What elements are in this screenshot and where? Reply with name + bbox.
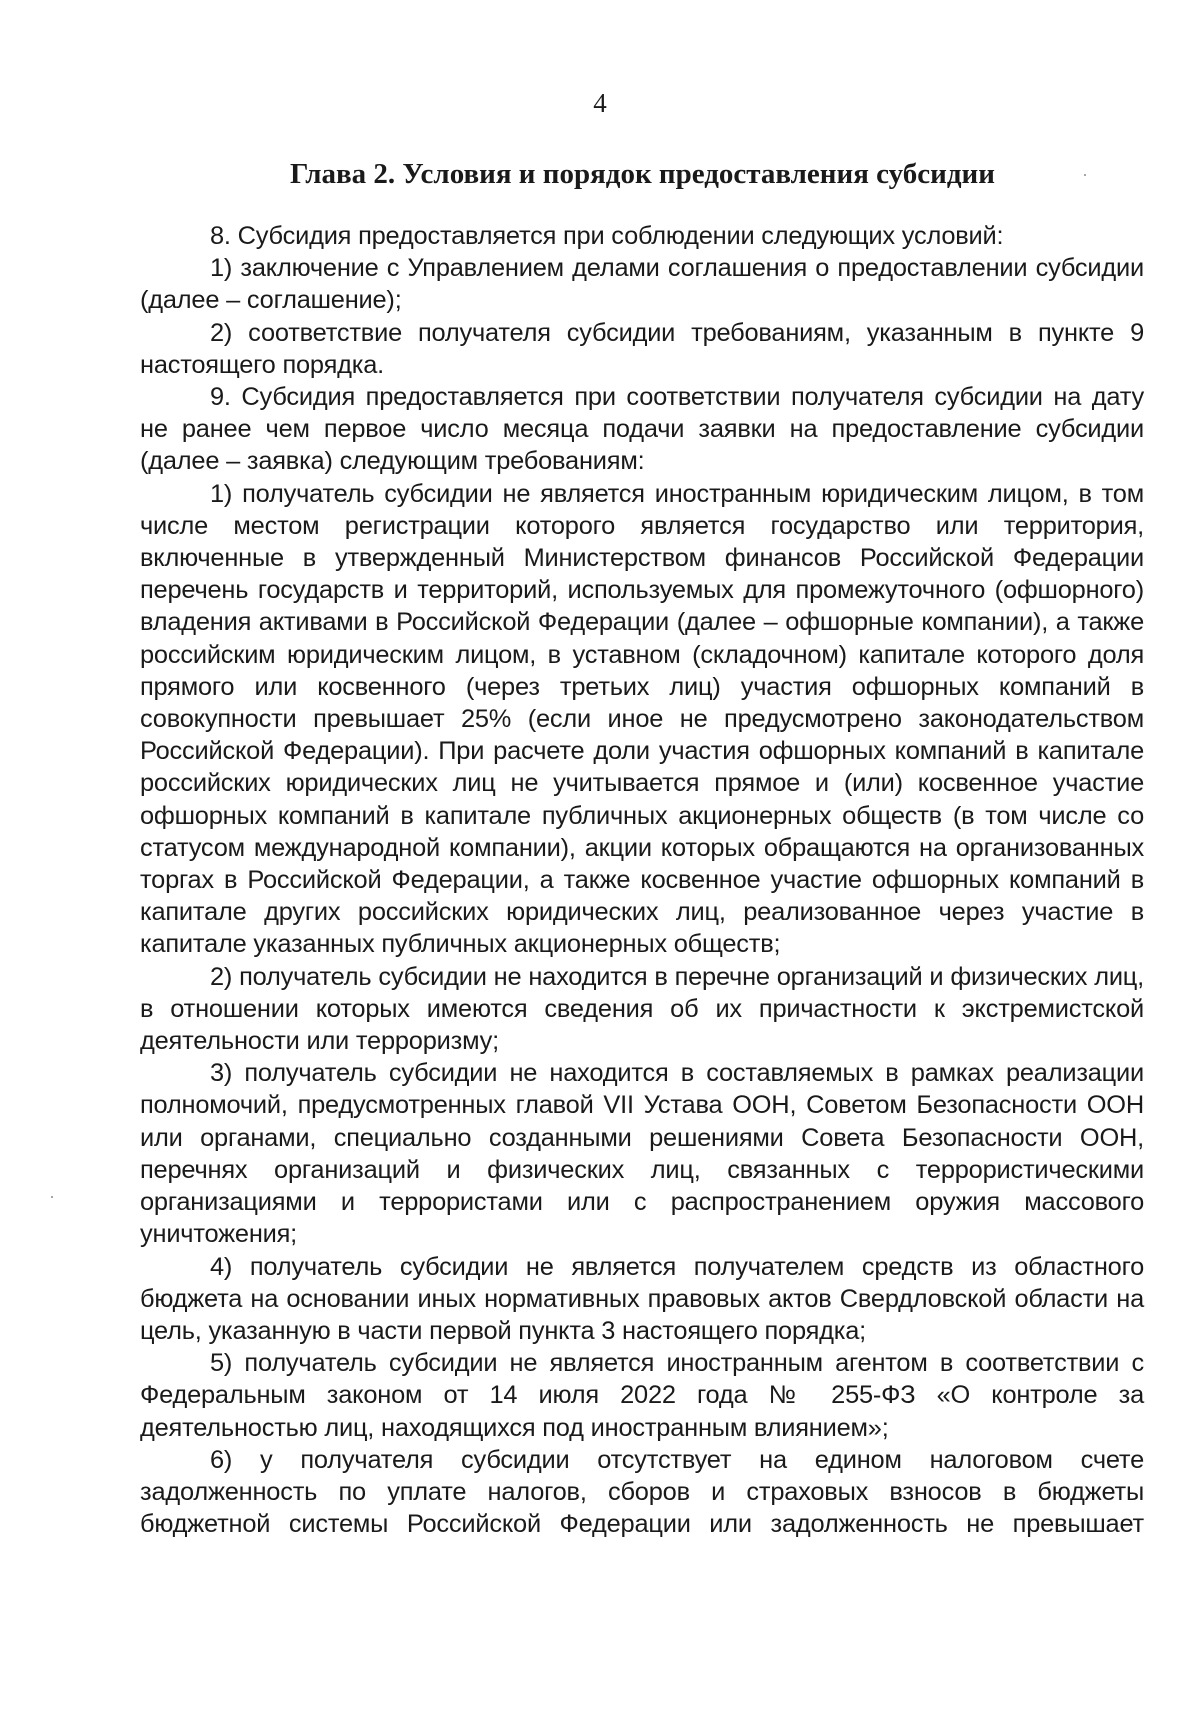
body-text [140, 220, 1144, 1540]
paragraph-8-2: 2) соответствие получателя субсидии требованиям, указанным в пункте 9 настоящего порядка. [140, 318, 1144, 379]
paragraph-8-1: 1) заключение с Управлением делами соглашения о предоставлении субсидии (далее – соглашение); [140, 254, 1144, 315]
paragraph-9: 9. Субсидия предоставляется при соответствии получателя субсидии на дату не ранее чем первое число месяца подачи заявки на предоставление субсидии (далее – заявка) следующим требованиям: [140, 383, 1144, 476]
page-number: 4 [593, 88, 607, 118]
scan-speck [1084, 174, 1086, 176]
paragraph-9-5: 5) получатель субсидии не является иностранным агентом в соответствии с Федеральным законом от 14 июля 2022 года № 255-ФЗ «О контроле за деятельностью лиц, находящихся под иностранным влиянием»; [140, 1349, 1144, 1442]
scan-speck [51, 1196, 53, 1198]
chapter-title: Глава 2. Условия и порядок предоставления субсидии [290, 158, 995, 190]
paragraph-8: 8. Субсидия предоставляется при соблюдении следующих условий: [210, 222, 1004, 250]
paragraph-9-6: 6) у получателя субсидии отсутствует на едином налоговом счете задолженность по уплате налогов, сборов и страховых взносов в бюджеты бюджетной системы Российской Федерации или задолженность не превышает [140, 1445, 1144, 1539]
paragraph-9-1: 1) получатель субсидии не является иностранным юридическим лицом, в том числе местом регистрации которого является государство или территория, включенные в утвержденный Министерством финансов Российской Федерации перечень государств и территорий, используемых для промежуточного (офшорного) владения активами в Российской Федерации (далее – офшорные компании), а также российским юридическим лицом, в уставном (складочном) капитале которого доля прямого или косвенного (через третьих лиц) участия офшорных компаний в совокупности превышает 25% (если иное не предусмотрено законодательством Российской Федерации). При расчете доли участия офшорных компаний в капитале российских юридических лиц не учитывается прямое и (или) косвенное участие офшорных компаний в капитале публичных акционерных обществ (в том числе со статусом международной компании), акции которых обращаются на организованных торгах в Российской Федерации, а также косвенное участие офшорных компаний в капитале других российских юридических лиц, реализованное через участие в капитале указанных публичных акционерных обществ; [140, 479, 1144, 959]
paragraph-9-4: 4) получатель субсидии не является получателем средств из областного бюджета на основании иных нормативных правовых актов Свердловской области на цель, указанную в части первой пункта 3 настоящего порядка; [140, 1252, 1144, 1345]
paragraph-9-2: 2) получатель субсидии не находится в перечне организаций и физических лиц, в отношении которых имеются сведения об их причастности к экстремистской деятельности или терроризму; [140, 962, 1144, 1056]
paragraph-9-3: 3) получатель субсидии не находится в составляемых в рамках реализации полномочий, предусмотренных главой VII Устава ООН, Советом Безопасности ООН или органами, специально созданными решениями Совета Безопасности ООН, перечнях организаций и физических лиц, связанных с террористическими организациями и террористами или с распространением оружия массового уничтожения; [140, 1059, 1144, 1249]
